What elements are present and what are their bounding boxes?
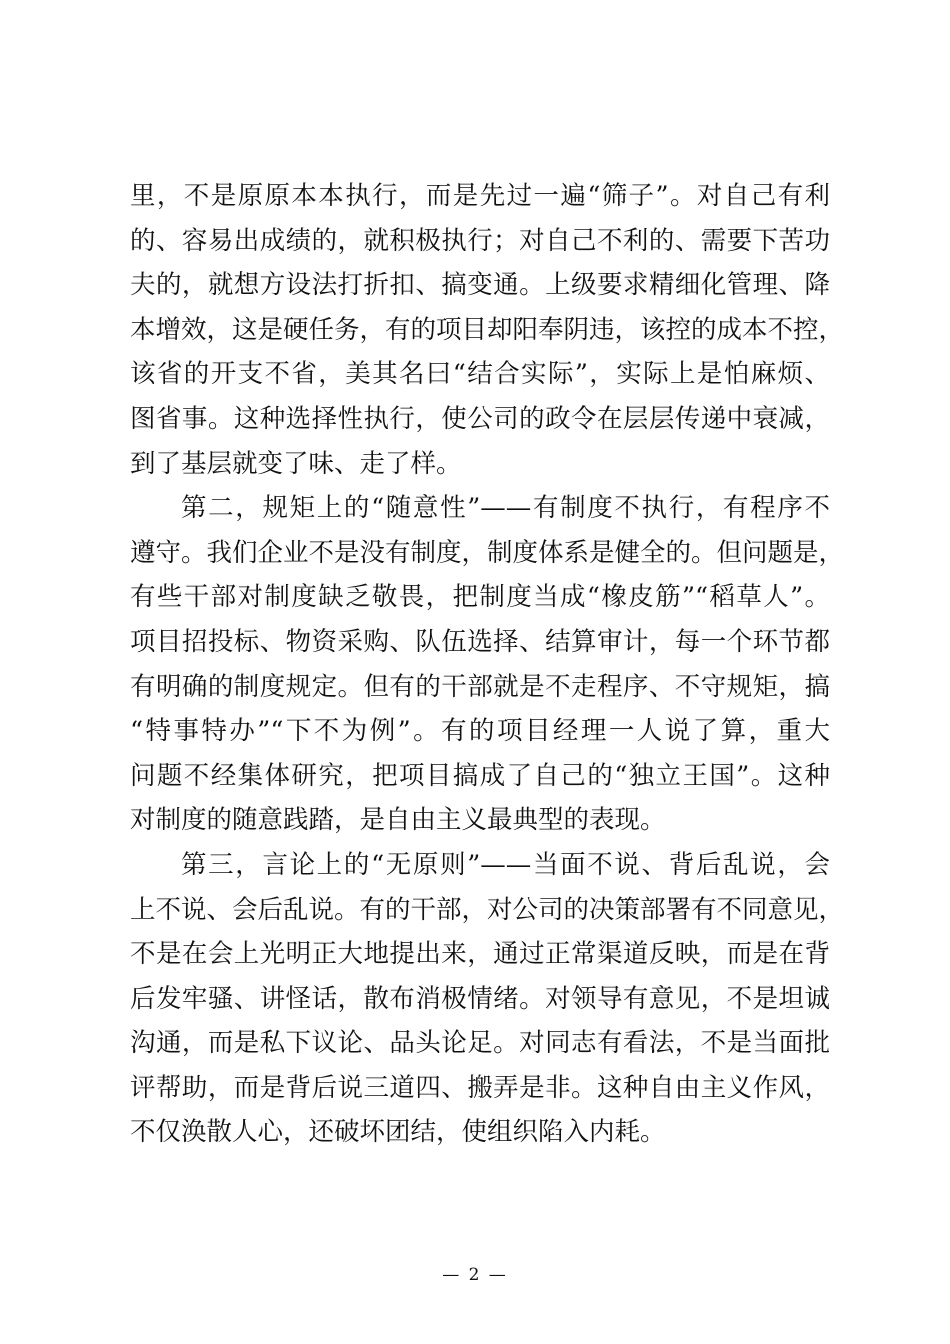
text-line: 问题不经集体研究，把项目搞成了自己的“独立王国”。这种 — [130, 760, 830, 791]
text-line: 后发牢骚、讲怪话，散布消极情绪。对领导有意见，不是坦诚 — [130, 983, 830, 1014]
text-line: 有些干部对制度缺乏敬畏，把制度当成“橡皮筋”“稻草人”。 — [130, 582, 830, 613]
text-line: 图省事。这种选择性执行，使公司的政令在层层传递中衰减， — [130, 403, 830, 434]
text-line: 项目招投标、物资采购、队伍选择、结算审计，每一个环节都 — [130, 626, 830, 657]
text-line: 本增效，这是硬任务，有的项目却阳奉阴违，该控的成本不控， — [130, 314, 845, 345]
text-line: “特事特办”“下不为例”。有的项目经理一人说了算，重大 — [130, 716, 830, 747]
body-text — [130, 174, 845, 1155]
text-line: 评帮助，而是背后说三道四、搬弄是非。这种自由主义作风， — [130, 1072, 830, 1103]
text-line: 遵守。我们企业不是没有制度，制度体系是健全的。但问题是， — [130, 537, 845, 568]
text-line: 第二，规矩上的“随意性”——有制度不执行，有程序不 — [181, 493, 830, 524]
text-line: 到了基层就变了味、走了样。 — [130, 448, 462, 479]
text-line: 对制度的随意践踏，是自由主义最典型的表现。 — [130, 805, 666, 836]
text-line: 夫的，就想方设法打折扣、搞变通。上级要求精细化管理、降 — [130, 270, 830, 301]
text-line: 的、容易出成绩的，就积极执行；对自己不利的、需要下苦功 — [130, 225, 830, 256]
text-line: 不仅涣散人心，还破坏团结，使组织陷入内耗。 — [130, 1117, 666, 1148]
page-number: — 2 — — [442, 1265, 508, 1285]
text-line: 上不说、会后乱说。有的干部，对公司的决策部署有不同意见， — [130, 894, 845, 925]
text-line: 该省的开支不省，美其名曰“结合实际”，实际上是怕麻烦、 — [130, 359, 830, 390]
text-line: 沟通，而是私下议论、品头论足。对同志有看法，不是当面批 — [130, 1028, 830, 1059]
text-line: 第三，言论上的“无原则”——当面不说、背后乱说，会 — [181, 849, 830, 880]
text-line: 有明确的制度规定。但有的干部就是不走程序、不守规矩，搞 — [130, 671, 830, 702]
text-line: 里，不是原原本本执行，而是先过一遍“筛子”。对自己有利 — [130, 181, 830, 211]
text-line: 不是在会上光明正大地提出来，通过正常渠道反映，而是在背 — [130, 939, 830, 970]
